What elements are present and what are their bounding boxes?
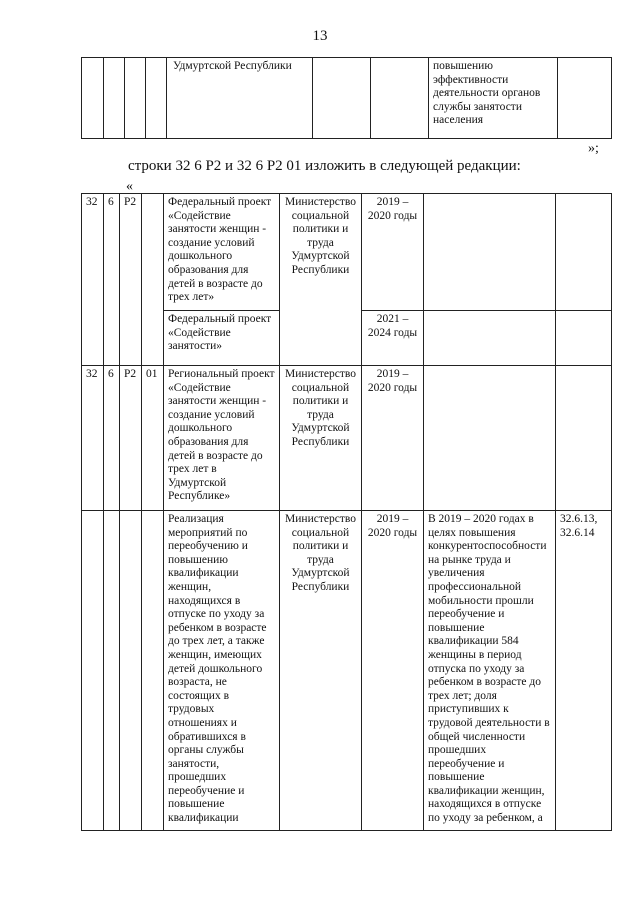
cell-link xyxy=(556,366,612,511)
cell-om: Р2 xyxy=(120,366,142,511)
cell-om: Р2 xyxy=(120,194,142,366)
cell-empty xyxy=(82,58,104,139)
cell-result xyxy=(424,194,556,311)
cell-empty xyxy=(104,58,125,139)
cell-executor: Министерство социальной политики и труда Удмуртской Республики xyxy=(280,194,362,366)
cell-name: Федеральный проект «Содействие занятости» xyxy=(164,311,280,366)
opening-quote: « xyxy=(126,179,133,194)
cell-empty xyxy=(371,58,429,139)
table-row xyxy=(82,194,612,311)
table-row xyxy=(82,511,612,831)
cell-term: 2019 – 2020 годы xyxy=(362,194,424,311)
cell-link xyxy=(556,311,612,366)
cell-pp: 6 xyxy=(104,194,120,366)
cell-pp xyxy=(104,511,120,831)
cell-result xyxy=(424,311,556,366)
cell-gp xyxy=(82,511,104,831)
page-number: 13 xyxy=(312,28,328,44)
cell-empty xyxy=(125,58,146,139)
cell-pp: 6 xyxy=(104,366,120,511)
cell-link xyxy=(556,194,612,311)
cell-link: 32.6.13, 32.6.14 xyxy=(556,511,612,831)
cell-term: 2019 – 2020 годы xyxy=(362,511,424,831)
cell-executor: Министерство социальной политики и труда Удмуртской Республики xyxy=(280,366,362,511)
cell-gp: 32 xyxy=(82,194,104,366)
cell-term: 2021 – 2024 годы xyxy=(362,311,424,366)
cell-result: В 2019 – 2020 годах в целях повышения конкурентоспособности на рынке труда и увеличения профессиональной мобильности прошли переобучение и повышение квалификации 584 женщины в период отпуска по уходу за ребенком в возрасте до трех лет; доля приступивших к трудовой деятельности в общей численности прошедших переобучение и повышение квалификации женщин, находящихся в отпуске по уходу за ребенком, а xyxy=(424,511,556,831)
cell-name: Региональный проект «Содействие занятости женщин - создание условий дошкольного образования для детей в возрасте до трех лет в Удмуртской Республике» xyxy=(164,366,280,511)
table-row xyxy=(82,366,612,511)
cell-m xyxy=(142,511,164,831)
closing-quote: »; xyxy=(588,141,599,156)
cell-result-end: повышению эффективности деятельности органов службы занятости населения xyxy=(429,58,558,139)
cell-term: 2019 – 2020 годы xyxy=(362,366,424,511)
cell-om xyxy=(120,511,142,831)
instruction-sentence: строки 32 6 Р2 и 32 6 Р2 01 изложить в следующей редакции: xyxy=(128,158,521,174)
cell-executor-end: Удмуртской Республики xyxy=(167,58,313,139)
cell-empty xyxy=(146,58,167,139)
cell-empty xyxy=(558,58,612,139)
cell-m xyxy=(142,194,164,366)
cell-m: 01 xyxy=(142,366,164,511)
cell-empty xyxy=(313,58,371,139)
cell-name: Федеральный проект «Содействие занятости женщин - создание условий дошкольного образования для детей в возрасте до трех лет» xyxy=(164,194,280,311)
cell-gp: 32 xyxy=(82,366,104,511)
cell-name: Реализация мероприятий по переобучению и повышению квалификации женщин, находящихся в отпуске по уходу за ребенком в возрасте до трех лет, а также женщин, имеющих детей дошкольного возраста, не состоящих в трудовых отношениях и обратившихся в органы службы занятости, прошедших переобучение и повышение квалификации xyxy=(164,511,280,831)
main-table xyxy=(81,193,612,831)
cell-executor: Министерство социальной политики и труда Удмуртской Республики xyxy=(280,511,362,831)
cell-result xyxy=(424,366,556,511)
top-table-fragment xyxy=(81,57,612,139)
